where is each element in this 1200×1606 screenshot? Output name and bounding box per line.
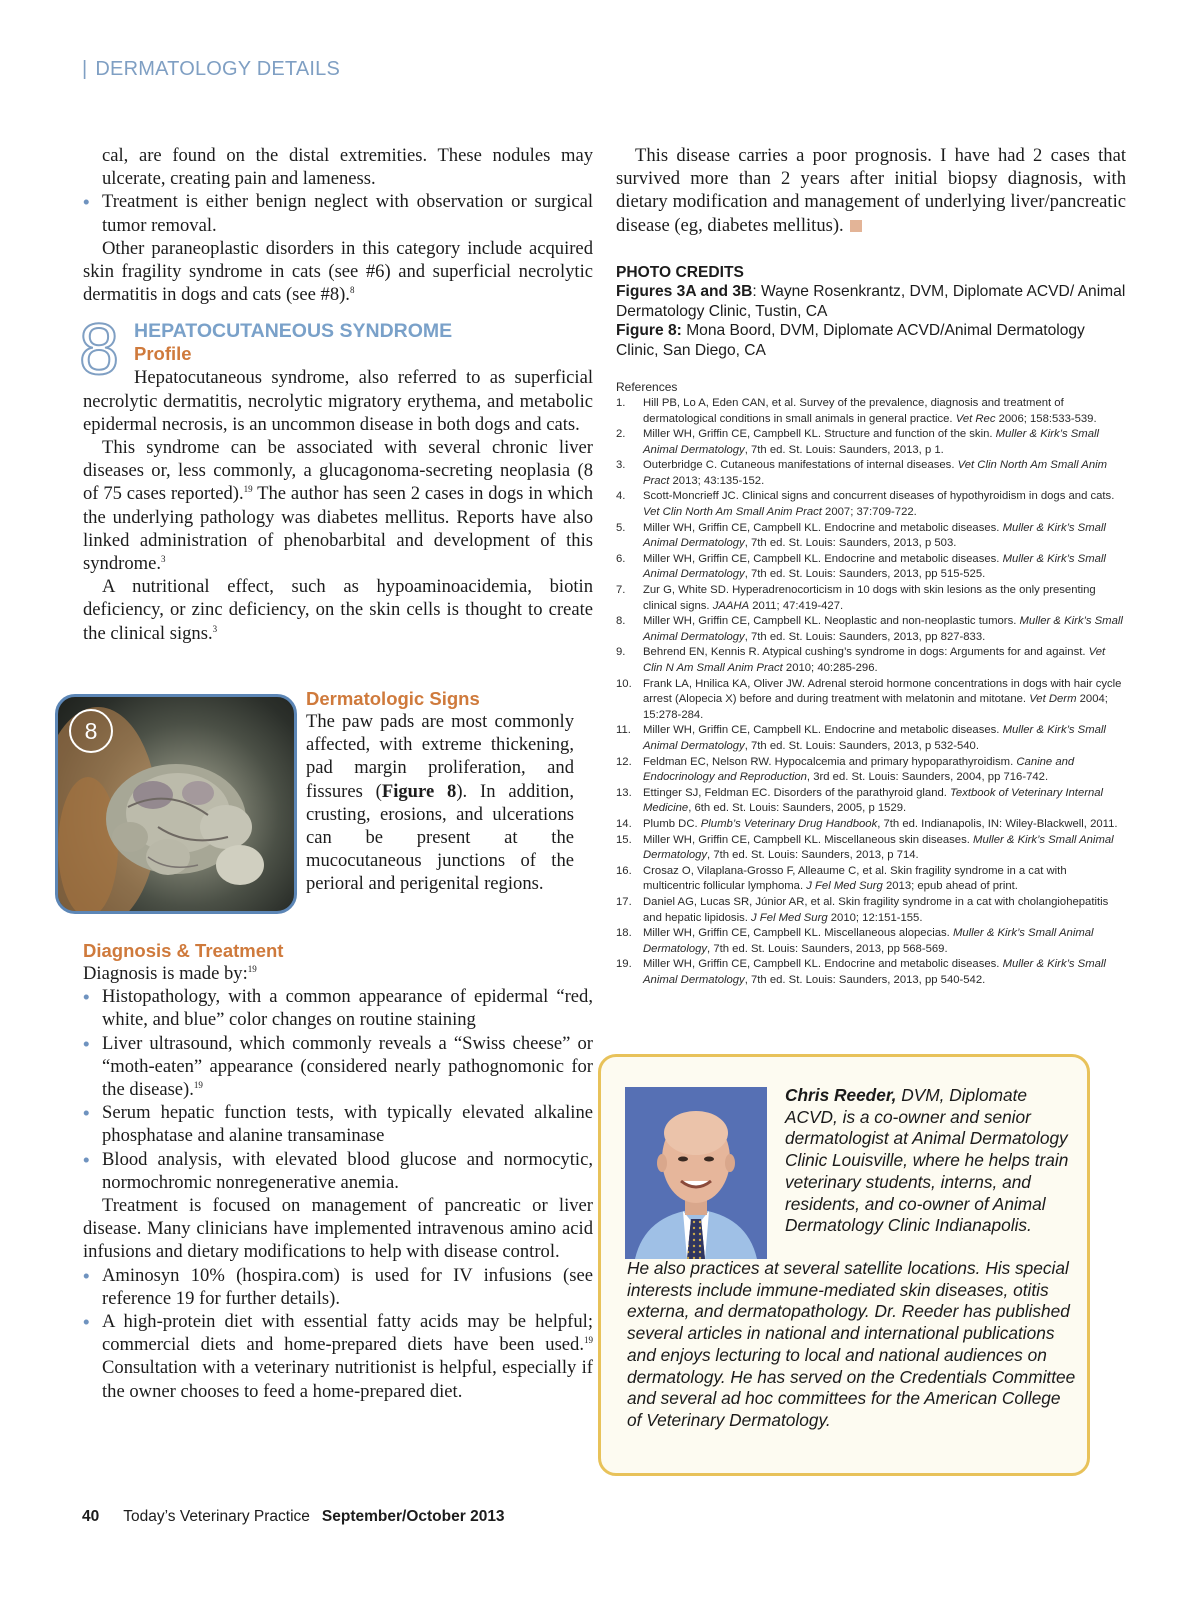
- references: [616, 380, 1126, 988]
- reference-item: [616, 489, 1126, 520]
- figure-8-photo: [55, 694, 297, 914]
- diagnosis-bullet-2: [83, 1032, 593, 1102]
- issue-date: September/October 2013: [321, 1508, 505, 1525]
- dermatologic-signs-heading: Dermatologic Signs: [306, 688, 480, 709]
- reference-text: Outerbridge C. Cutaneous manifestations of internal diseases.: [643, 459, 958, 472]
- references-title: References: [616, 380, 678, 395]
- reference-number: 15.: [616, 833, 632, 846]
- ref-superscript: 8: [349, 285, 355, 296]
- reference-number: 18.: [616, 927, 632, 940]
- profile-p3-text: A nutritional effect, such as hypoaminoacidemia, biotin deficiency, or zinc deficiency, on the skin cells is thought to create the clinical signs.: [83, 576, 593, 644]
- reference-journal: Muller & Kirk’s Small Animal Dermatology: [643, 833, 1114, 862]
- ref-superscript: 19: [243, 484, 253, 495]
- ref-superscript: 19: [247, 963, 257, 974]
- profile-heading: Profile: [134, 343, 192, 365]
- reference-journal: Muller & Kirk’s Small Animal Dermatology: [643, 428, 1100, 456]
- photo-credits-title: PHOTO CREDITS: [616, 263, 744, 281]
- reference-text: Zur G, White SD. Hyperadrenocorticism in 10 dogs with skin lesions as the only presenting clinical signs.: [643, 584, 1096, 612]
- reference-item: [616, 677, 1126, 724]
- reference-detail: 2010; 40:285-296.: [782, 662, 878, 674]
- reference-number: 3.: [616, 459, 626, 472]
- reference-journal: Vet Derm: [1029, 693, 1077, 706]
- reference-number: 1.: [616, 396, 626, 409]
- reference-text: Miller WH, Griffin CE, Campbell KL. Endocrine and metabolic diseases.: [643, 521, 1003, 534]
- profile-p2-text-a: This syndrome can be associated with several chronic liver diseases or, less commonly, a glucagonoma-secreting neoplasia (8 of 75 cases reported).: [83, 437, 593, 505]
- reference-number: 12.: [616, 755, 632, 768]
- figure-badge: 8: [69, 709, 113, 753]
- reference-item: [616, 817, 1126, 833]
- reference-journal: Plumb’s Veterinary Drug Handbook: [700, 817, 878, 830]
- references-list: [616, 396, 1126, 989]
- section-title: HEPATOCUTANEOUS SYNDROME: [134, 320, 453, 343]
- reference-text: Ettinger SJ, Feldman EC. Disorders of the parathyroid gland.: [643, 786, 951, 799]
- reference-text: Miller WH, Griffin CE, Campbell KL. Endocrine and metabolic diseases.: [643, 724, 1003, 737]
- treatment-bullet-2-text-a: A high-protein diet with essential fatty acids may be helpful; commercial diets and home-prepared diets have been used.: [102, 1311, 593, 1356]
- bio-text-top: [785, 1085, 1075, 1237]
- dermatologic-signs-text: [306, 710, 574, 896]
- reference-detail: , 6th ed. St. Louis: Saunders, 2005, p 1529.: [688, 802, 907, 815]
- section-heading: [79, 310, 593, 392]
- reference-detail: 2013; 43:135-152.: [669, 474, 765, 487]
- treatment-paragraph: Treatment is focused on management of pancreatic or liver disease. Many clinicians have implemented intravenous amino acid infusions and dietary modifications to help with disease control.: [83, 1195, 593, 1263]
- reference-item: [616, 521, 1126, 552]
- intro-bullet: • Treatment is either benign neglect with observation or surgical tumor removal.: [83, 190, 593, 236]
- right-column: [616, 144, 1126, 988]
- reference-journal: Canine and Endocrinology and Reproduction: [643, 755, 1075, 784]
- reference-text: Hill PB, Lo A, Eden CAN, et al. Survey of the prevalence, diagnosis and treatment of dermatological conditions in small animals in general practice.: [643, 396, 1064, 425]
- treatment-bullet-1: • Aminosyn 10% (hospira.com) is used for IV infusions (see reference 19 for further details).: [83, 1264, 593, 1310]
- ref-superscript: 3: [212, 623, 218, 634]
- reference-text: Daniel AG, Lucas SR, Júnior AR, et al. Skin fragility syndrome in a cat with cholangiohepatitis and hepatic lipidosis.: [643, 895, 1109, 924]
- profile-paragraph-1: Hepatocutaneous syndrome, also referred to as superficial necrolytic dermatitis, necrolytic migratory erythema, and metabolic epidermal necrosis, is an uncommon disease in both dogs and cats.: [83, 367, 593, 435]
- diagnosis-bullets: [83, 985, 593, 1194]
- reference-text: Miller WH, Griffin CE, Campbell KL. Neoplastic and non-neoplastic tumors.: [643, 615, 1020, 628]
- author-photo: [625, 1087, 767, 1259]
- page-footer: [82, 1508, 505, 1526]
- author-portrait-illustration: [625, 1087, 767, 1259]
- bio-text-top-content: DVM, Diplomate ACVD, is a co-owner and senior dermatologist at Animal Dermatology Clinic Louisville, where he helps train veterinary students, interns, and residents, and co-owner of Animal Dermatology Clinic Indianapolis.: [785, 1085, 1069, 1236]
- end-mark-icon: [850, 220, 862, 232]
- reference-number: 5.: [616, 521, 626, 534]
- reference-detail: , 7th ed. St. Louis: Saunders, 2013, p 1.: [744, 443, 944, 456]
- reference-detail: , 7th ed. St. Louis: Saunders, 2013, pp 540-542.: [744, 973, 986, 986]
- reference-text: Frank LA, Hnilica KA, Oliver JW. Adrenal steroid hormone concentrations in dogs with hair cycle arrest (Alopecia X) before and during treatment with melatonin and mitotane.: [643, 677, 1122, 706]
- reference-text: Miller WH, Griffin CE, Campbell KL. Structure and function of the skin.: [643, 428, 996, 441]
- reference-detail: 2007; 37:709-722.: [821, 506, 917, 519]
- treatment-bullets: [83, 1264, 593, 1403]
- derm-signs-text-b: ). In addition, crusting, erosions, and ulcerations can be present at the mucocutaneous junctions of the perioral and perigenital regions.: [306, 780, 574, 895]
- dermatologic-signs-block: [306, 687, 574, 896]
- reference-item: [616, 833, 1126, 864]
- reference-number: 9.: [616, 646, 626, 659]
- reference-item: [616, 895, 1126, 926]
- figure-reference: Figure 8: [381, 780, 457, 802]
- diagnosis-bullet-3: • Serum hepatic function tests, with typically elevated alkaline phosphatase and alanine transaminase: [83, 1101, 593, 1147]
- diagnosis-intro-text: Diagnosis is made by:: [83, 963, 248, 984]
- reference-text: Miller WH, Griffin CE, Campbell KL. Endocrine and metabolic diseases.: [643, 958, 1003, 971]
- reference-number: 13.: [616, 786, 632, 799]
- reference-number: 10.: [616, 677, 632, 690]
- reference-journal: Muller & Kirk’s Small Animal Dermatology: [643, 724, 1106, 752]
- left-column: [79, 144, 594, 645]
- reference-journal: JAAHA: [712, 599, 750, 612]
- reference-text: Miller WH, Griffin CE, Campbell KL. Miscellaneous alopecias.: [643, 927, 953, 940]
- page-number: 40: [82, 1508, 100, 1525]
- reference-item: [616, 926, 1126, 957]
- reference-text: Scott-Moncrieff JC. Clinical signs and concurrent diseases of hypothyroidism in dogs and cats.: [643, 490, 1115, 503]
- reference-detail: , 7th ed. St. Louis: Saunders, 2013, p 532-540.: [744, 739, 979, 752]
- reference-number: 16.: [616, 864, 632, 877]
- photo-credit-2-text: Mona Boord, DVM, Diplomate ACVD/Animal Dermatology Clinic, San Diego, CA: [616, 322, 1085, 359]
- bio-text-bottom: He also practices at several satellite locations. His special interests include immune-mediated skin diseases, otitis externa, and dermatopathology. Dr. Reeder has published several articles in national and international publications and enjoys lecturing to local and national audiences on dermatology. He has served on the Credentials Committee and several ad hoc committees for the American College of Veterinary Dermatology.: [627, 1258, 1076, 1430]
- reference-journal: Muller & Kirk’s Small Animal Dermatology: [643, 552, 1106, 581]
- author-name: Chris Reeder,: [785, 1085, 897, 1105]
- ref-superscript: 19: [193, 1079, 203, 1090]
- diagnosis-bullet-4: • Blood analysis, with elevated blood glucose and normocytic, normochromic nonregenerative anemia.: [83, 1148, 593, 1194]
- prognosis-paragraph: [616, 144, 1126, 237]
- diagnosis-heading: Diagnosis & Treatment: [83, 940, 284, 961]
- reference-journal: Vet Rec: [955, 412, 996, 425]
- magazine-name: Today’s Veterinary Practice: [123, 1508, 310, 1525]
- profile-p2-text-b: The author has seen 2 cases in dogs in which the underlying pathology was diabetes mellitus. Reports have also linked administration of phenobarbital and development of this syndrome.: [83, 483, 594, 575]
- reference-detail: 2010; 12:151-155.: [827, 911, 923, 924]
- header-bar: |: [82, 58, 88, 80]
- reference-journal: Textbook of Veterinary Internal Medicine: [643, 786, 1104, 815]
- diagnosis-bullet-2-text: Liver ultrasound, which commonly reveals a “Swiss cheese” or “moth-eaten” appearance (considered nearly pathognomonic for the disease).: [102, 1032, 593, 1101]
- reference-text: Crosaz O, Vilaplana-Grosso F, Alleaume C, et al. Skin fragility syndrome in a cat with multicentric follicular lymphoma.: [643, 864, 1067, 893]
- intro-bullets: [83, 144, 593, 237]
- diagnosis-intro: [83, 962, 593, 985]
- reference-item: [616, 755, 1126, 786]
- prognosis-text: This disease carries a poor prognosis. I have had 2 cases that survived more than 2 years after initial biopsy diagnosis, with dietary modification and management of underlying liver/pancreatic disease (eg, diabetes mellitus).: [616, 145, 1126, 236]
- reference-journal: Muller & Kirk’s Small Animal Dermatology: [643, 927, 1094, 955]
- section-number: 8: [79, 310, 120, 391]
- running-header: [82, 58, 340, 81]
- reference-number: 11.: [616, 724, 631, 737]
- photo-credit-1-text: : Wayne Rosenkrantz, DVM, Diplomate ACVD/ Animal Dermatology Clinic, Tustin, CA: [616, 283, 1126, 320]
- reference-item: [616, 427, 1126, 458]
- reference-item: [616, 552, 1126, 583]
- photo-credit-2-label: Figure 8:: [616, 322, 682, 340]
- reference-number: 8.: [616, 615, 626, 628]
- reference-number: 6.: [616, 552, 626, 565]
- reference-journal: Muller & Kirk’s Small Animal Dermatology: [643, 958, 1106, 986]
- reference-detail: , 7th ed. St. Louis: Saunders, 2013, pp 827-833.: [744, 630, 986, 643]
- reference-text: Plumb DC.: [643, 817, 701, 830]
- reference-detail: 2004; 15:278-284.: [643, 693, 1108, 721]
- reference-detail: , 7th ed. St. Louis: Saunders, 2013, p 714.: [707, 849, 919, 862]
- reference-item: [616, 396, 1126, 427]
- reference-journal: J Fel Med Surg: [751, 911, 828, 924]
- reference-journal: Vet Clin North Am Small Anim Pract: [643, 459, 1108, 487]
- reference-detail: 2011; 47:419-427.: [749, 599, 844, 612]
- ref-superscript: 19: [584, 1335, 593, 1346]
- diagnosis-bullet-1: • Histopathology, with a common appearance of epidermal “red, white, and blue” color changes on routine staining: [83, 985, 593, 1031]
- reference-number: 7.: [616, 584, 626, 597]
- reference-detail: , 3rd ed. St. Louis: Saunders, 2004, pp 716-742.: [806, 771, 1049, 784]
- reference-journal: Vet Clin N Am Small Anim Pract: [643, 646, 1106, 674]
- reference-number: 17.: [616, 895, 632, 908]
- ref-superscript: 3: [160, 553, 166, 564]
- profile-paragraph-3: [83, 575, 593, 645]
- reference-journal: J Fel Med Surg: [806, 880, 883, 893]
- reference-item: [616, 864, 1126, 895]
- reference-detail: , 7th ed. St. Louis: Saunders, 2013, pp 515-525.: [744, 568, 986, 581]
- reference-text: Miller WH, Griffin CE, Campbell KL. Endocrine and metabolic diseases.: [643, 552, 1003, 565]
- reference-number: 4.: [616, 490, 626, 503]
- reference-item: [616, 458, 1126, 489]
- treatment-bullet-2-text-b: Consultation with a veterinary nutritionist is helpful, especially if the owner chooses to feed a home-prepared diet.: [102, 1357, 593, 1402]
- reference-text: Behrend EN, Kennis R. Atypical cushing’s syndrome in dogs: Arguments for and against.: [643, 646, 1089, 659]
- photo-credit-1-label: Figures 3A and 3B: [616, 283, 753, 301]
- reference-item: [616, 614, 1126, 645]
- reference-journal: Muller & Kirk’s Small Animal Dermatology: [643, 615, 1123, 643]
- reference-detail: , 7th ed. St. Louis: Saunders, 2013, p 503.: [744, 537, 957, 550]
- diagnosis-block: [83, 939, 593, 1403]
- photo-credits: [616, 263, 1126, 361]
- reference-number: 14.: [616, 817, 632, 830]
- reference-journal: Vet Clin North Am Small Anim Pract: [643, 506, 822, 519]
- derm-signs-text-a: The paw pads are most commonly affected, with extreme thickening, pad margin proliferation, and fissures (: [306, 711, 574, 802]
- header-title: DERMATOLOGY DETAILS: [95, 58, 341, 80]
- reference-item: [616, 786, 1126, 817]
- reference-item: [616, 957, 1126, 988]
- reference-number: 2.: [616, 428, 626, 441]
- intro-paragraph-text: Other paraneoplastic disorders in this category include acquired skin fragility syndrome in cats (see #6) and superficial necrolytic dermatitis in dogs and cats (see #8).: [83, 237, 593, 306]
- treatment-bullet-2: [83, 1310, 593, 1403]
- reference-item: [616, 723, 1126, 754]
- reference-item: [616, 583, 1126, 614]
- reference-detail: 2013; epub ahead of print.: [882, 880, 1018, 893]
- reference-detail: , 7th ed. St. Louis: Saunders, 2013, pp 568-569.: [707, 942, 948, 955]
- profile-paragraph-2: [83, 436, 593, 575]
- reference-text: Miller WH, Griffin CE, Campbell KL. Miscellaneous skin diseases.: [643, 833, 974, 846]
- photo-credit-1: [616, 282, 1126, 321]
- reference-detail: 2006; 158:533-539.: [995, 412, 1097, 425]
- intro-bullet-continuation: cal, are found on the distal extremities. These nodules may ulcerate, creating pain and lameness.: [102, 145, 593, 190]
- photo-credit-2: [616, 321, 1126, 360]
- reference-text: Feldman EC, Nelson RW. Hypocalcemia and primary hypoparathyroidism.: [643, 755, 1017, 768]
- reference-number: 19.: [616, 958, 632, 971]
- reference-item: [616, 645, 1126, 676]
- author-bio-box: [598, 1054, 1090, 1476]
- intro-paragraph: [83, 237, 593, 307]
- reference-journal: Muller & Kirk’s Small Animal Dermatology: [643, 521, 1106, 550]
- reference-detail: , 7th ed. Indianapolis, IN: Wiley-Blackwell, 2011.: [877, 817, 1118, 830]
